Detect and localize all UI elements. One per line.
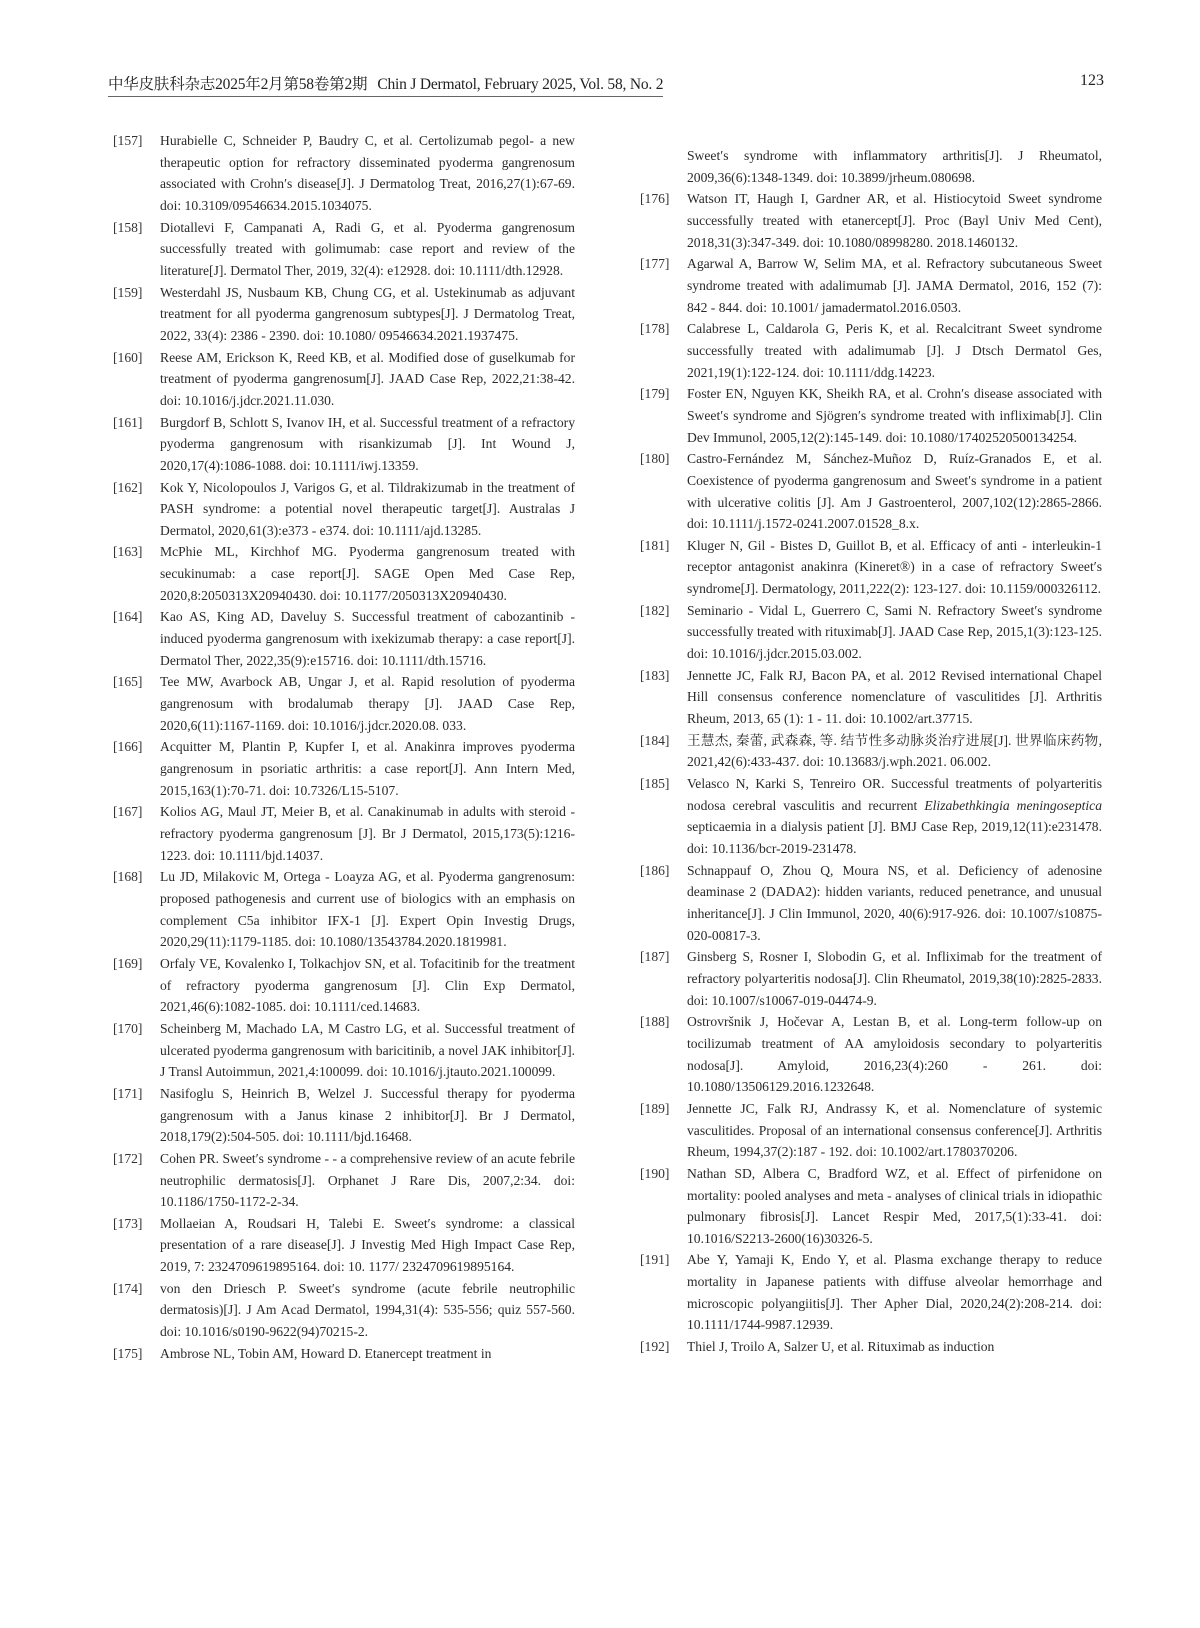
reference-text: Kolios AG, Maul JT, Meier B, et al. Canakinumab in adults with steroid - refractory pyoderma gangrenosum [J]. Br J Dermatol, 2015,173(5):1216-1223. doi: 10.1111/bjd.14037. (160, 804, 575, 863)
reference-text: Orfaly VE, Kovalenko I, Tolkachjov SN, et al. Tofacitinib for the treatment of refractory pyoderma gangrenosum [J]. Clin Exp Dermatol, 2021,46(6):1082-1085. doi: 10.1111/ced.14683. (160, 955, 575, 1015)
reference-number: [180] (640, 451, 670, 467)
reference-number: [159] (113, 284, 143, 300)
reference-item (113, 282, 575, 347)
journal-citation-line (108, 72, 663, 97)
reference-number: [181] (640, 537, 670, 553)
reference-text: Ambrose NL, Tobin AM, Howard D. Etanercept treatment in (160, 1345, 492, 1361)
reference-list-left-column (113, 130, 575, 1364)
reference-number: [179] (640, 386, 670, 402)
reference-number: [169] (113, 955, 143, 971)
reference-number: [177] (640, 256, 670, 272)
reference-number: [171] (113, 1085, 143, 1101)
reference-item (113, 1343, 575, 1365)
reference-item (113, 1213, 575, 1278)
reference-number: [192] (640, 1339, 670, 1355)
reference-text: Lu JD, Milakovic M, Ortega - Loayza AG, et al. Pyoderma gangrenosum: proposed pathogenesis and current use of biologics with an emphasis on complement C5a inhibitor IFX-1 [J]. Expert Opin Investig Drugs, 2020,29(11):1179-1185. doi: 10.1080/13543784.2020.1819981. (160, 869, 575, 950)
reference-item (113, 217, 575, 282)
reference-number: [163] (113, 544, 143, 560)
reference-text: Hurabielle C, Schneider P, Baudry C, et al. Certolizumab pegol- a new therapeutic option for refractory disseminated pyoderma gangrenosum associated with Crohn′s disease[J]. J Dermatolog Treat, 2016,27(1):67-69. doi: 10.3109/09546634.2015.1034075. (160, 133, 575, 213)
reference-number: [170] (113, 1020, 143, 1036)
reference-text: Reese AM, Erickson K, Reed KB, et al. Modified dose of guselkumab for treatment of pyoderma gangrenosum[J]. JAAD Case Rep, 2022,21:38-42. doi: 10.1016/j.jdcr.2021.11.030. (160, 349, 575, 408)
reference-text: Sweet′s syndrome with inflammatory arthritis[J]. J Rheumatol, 2009,36(6):1348-1349. doi: 10.3899/jrheum.080698. (687, 148, 1102, 185)
reference-item (113, 1083, 575, 1148)
reference-item (640, 318, 1102, 383)
reference-text: Westerdahl JS, Nusbaum KB, Chung CG, et al. Ustekinumab as adjuvant treatment for all pyoderma gangrenosum subtypes[J]. J Dermatolog Treat, 2022, 33(4): 2386 - 2390. doi: 10.1080/ 09546634.2021.1937475. (160, 284, 575, 343)
reference-item (113, 736, 575, 801)
reference-text: Watson IT, Haugh I, Gardner AR, et al. Histiocytoid Sweet syndrome successfully treated with etanercept[J]. Proc (Bayl Univ Med Cent), 2018,31(3):347-349. doi: 10.1080/08998280. 2018.1460132. (687, 191, 1102, 250)
reference-number: [174] (113, 1280, 143, 1296)
reference-number: [161] (113, 414, 143, 430)
reference-text: Diotallevi F, Campanati A, Radi G, et al. Pyoderma gangrenosum successfully treated with golimumab: case report and review of the literature[J]. Dermatol Ther, 2019, 32(4): e12928. doi: 10.1111/dth.12928. (160, 219, 575, 278)
reference-number: [167] (113, 804, 143, 820)
reference-text: Abe Y, Yamaji K, Endo Y, et al. Plasma exchange therapy to reduce mortality in Japanese patients with diffuse alveolar hemorrhage and microscopic polyangiitis[J]. Ther Apher Dial, 2020,24(2):208-214. doi: 10.1111/1744-9987.12939. (687, 1252, 1102, 1333)
reference-number: [175] (113, 1345, 143, 1361)
reference-text: Agarwal A, Barrow W, Selim MA, et al. Refractory subcutaneous Sweet syndrome treated with adalimumab [J]. JAMA Dermatol, 2016, 152 (7): 842 - 844. doi: 10.1001/ jamadermatol.2016.0503. (687, 256, 1102, 315)
running-header (108, 72, 1104, 100)
reference-text: Nasifoglu S, Heinrich B, Welzel J. Successful therapy for pyoderma gangrenosum with a Janus kinase 2 inhibitor[J]. Br J Dermatol, 2018,179(2):504-505. doi: 10.1111/bjd.16468. (160, 1085, 575, 1145)
reference-number: [184] (640, 732, 670, 748)
reference-item (640, 665, 1102, 730)
reference-number: [189] (640, 1100, 670, 1116)
reference-text: Kluger N, Gil - Bistes D, Guillot B, et al. Efficacy of anti - interleukin-1 receptor antagonist anakinra (Kineret®) in a case of refractory Sweet′s syndrome[J]. Dermatology, 2011,222(2): 123-127. doi: 10.1159/000326112. (687, 537, 1102, 597)
reference-item (113, 477, 575, 542)
reference-item (640, 730, 1102, 773)
reference-number: [158] (113, 219, 143, 235)
reference-text: McPhie ML, Kirchhof MG. Pyoderma gangrenosum treated with secukinumab: a case report[J]. SAGE Open Med Case Rep, 2020,8:2050313X20940430. doi: 10.1177/2050313X20940430. (160, 544, 575, 603)
reference-item (113, 671, 575, 736)
reference-item (113, 953, 575, 1018)
reference-text: Seminario - Vidal L, Guerrero C, Sami N. Refractory Sweet′s syndrome successfully treated with rituximab[J]. JAAD Case Rep, 2015,1(3):123-125. doi: 10.1016/j.jdcr.2015.03.002. (687, 602, 1102, 662)
reference-item (640, 860, 1102, 947)
reference-item (640, 600, 1102, 665)
reference-text: Mollaeian A, Roudsari H, Talebi E. Sweet′s syndrome: a classical presentation of a rare disease[J]. J Investig Med High Impact Case Rep, 2019, 7: 2324709619895164. doi: 10. 1177/ 2324709619895164. (160, 1215, 575, 1275)
reference-number: [160] (113, 349, 143, 365)
reference-number: [182] (640, 602, 670, 618)
reference-number: [187] (640, 949, 670, 965)
reference-text: Tee MW, Avarbock AB, Ungar J, et al. Rapid resolution of pyoderma gangrenosum with brodalumab therapy [J]. JAAD Case Rep, 2020,6(11):1167-1169. doi: 10.1016/j.jdcr.2020.08. 033. (160, 674, 575, 733)
reference-text: Nathan SD, Albera C, Bradford WZ, et al. Effect of pirfenidone on mortality: pooled analyses and meta - analyses of clinical trials in idiopathic pulmonary fibrosis[J]. Lancet Respir Med, 2017,5(1):33-41. doi: 10.1016/S2213-2600(16)30326-5. (687, 1165, 1102, 1246)
reference-text: Kok Y, Nicolopoulos J, Varigos G, et al. Tildrakizumab in the treatment of PASH syndrome: a potential novel therapeutic target[J]. Australas J Dermatol, 2020,61(3):e373 - e374. doi: 10.1111/ajd.13285. (160, 479, 575, 538)
page-number: 123 (1080, 72, 1104, 89)
reference-text: Cohen PR. Sweet′s syndrome - - a comprehensive review of an acute febrile neutrophilic dermatosis[J]. Orphanet J Rare Dis, 2007,2:34. doi: 10.1186/1750-1172-2-34. (160, 1150, 575, 1210)
reference-item (113, 1278, 575, 1343)
journal-title-chinese: 中华皮肤科杂志2025年2月第58卷第2期 (108, 76, 368, 93)
reference-text: Schnappauf O, Zhou Q, Moura NS, et al. Deficiency of adenosine deaminase 2 (DADA2): hidden variants, reduced penetrance, and unusual inheritance[J]. J Clin Immunol, 2020, 40(6):917-926. doi: 10.1007/s10875-020-00817-3. (687, 862, 1102, 943)
reference-item (640, 448, 1102, 535)
reference-number: [173] (113, 1215, 143, 1231)
reference-number: [191] (640, 1252, 670, 1268)
species-name-italic: Elizabethkingia meningoseptica (924, 797, 1102, 813)
reference-number: [165] (113, 674, 143, 690)
reference-text: Castro-Fernández M, Sánchez-Muñoz D, Ruíz-Granados E, et al. Coexistence of pyoderma gangrenosum and Sweet′s syndrome in a patient with ulcerative colitis [J]. Am J Gastroenterol, 2007,102(12):2865-2866. doi: 10.1111/j.1572-0241.2007.01528_8.x. (687, 451, 1102, 532)
reference-number: [166] (113, 739, 143, 755)
reference-item (640, 946, 1102, 1011)
reference-number: [183] (640, 667, 670, 683)
reference-number: [185] (640, 776, 670, 792)
reference-item (640, 1336, 1102, 1358)
reference-text: Ginsberg S, Rosner I, Slobodin G, et al. Infliximab for the treatment of refractory polyarteritis nodosa[J]. Clin Rheumatol, 2019,38(10):2825-2833. doi: 10.1007/s10067-019-04474-9. (687, 949, 1102, 1008)
reference-number: [168] (113, 869, 143, 885)
reference-number: [164] (113, 609, 143, 625)
reference-text: Calabrese L, Caldarola G, Peris K, et al. Recalcitrant Sweet syndrome successfully treated with adalimumab [J]. J Dtsch Dermatol Ges, 2021,19(1):122-124. doi: 10.1111/ddg.14223. (687, 321, 1102, 380)
reference-text: Foster EN, Nguyen KK, Sheikh RA, et al. Crohn′s disease associated with Sweet′s syndrome and Sjögren′s syndrome treated with infliximab[J]. Clin Dev Immunol, 2005,12(2):145-149. doi: 10.1080/17402520500134254. (687, 386, 1102, 445)
reference-text: Ostrovršnik J, Hočevar A, Lestan B, et al. Long-term follow-up on tocilizumab treatment of AA amyloidosis secondary to polyarteritis nodosa[J]. Amyloid, 2016,23(4):260 - 261. doi: 10.1080/13506129.2016.1232648. (687, 1014, 1102, 1095)
reference-number: [190] (640, 1165, 670, 1181)
reference-number: [186] (640, 862, 670, 878)
reference-list-right-column (640, 145, 1102, 1358)
journal-title-english: Chin J Dermatol, February 2025, Vol. 58, No. 2 (377, 76, 664, 93)
reference-text: Kao AS, King AD, Daveluy S. Successful treatment of cabozantinib - induced pyoderma gangrenosum with ixekizumab therapy: a case report[J]. Dermatol Ther, 2022,35(9):e15716. doi: 10.1111/dth.15716. (160, 609, 575, 668)
reference-text: 王慧杰, 秦蕾, 武森森, 等. 结节性多动脉炎治疗进展[J]. 世界临床药物, 2021,42(6):433-437. doi: 10.13683/j.wph.2021. 06.002. (687, 732, 1102, 770)
reference-item (640, 188, 1102, 253)
reference-text: von den Driesch P. Sweet′s syndrome (acute febrile neutrophilic dermatosis)[J]. J Am Acad Dermatol, 1994,31(4): 535-556; quiz 557-560. doi: 10.1016/s0190-9622(94)70215-2. (160, 1280, 575, 1340)
reference-text: Acquitter M, Plantin P, Kupfer I, et al. Anakinra improves pyoderma gangrenosum in psoriatic arthritis: a case report[J]. Ann Intern Med, 2015,163(1):70-71. doi: 10.7326/L15-5107. (160, 739, 575, 798)
reference-item (113, 801, 575, 866)
reference-text-part: Velasco N, Karki S, Tenreiro OR. Successful treatments of polyarteritis nodosa cerebral vasculitis and recurrent (687, 776, 1102, 813)
reference-text: Thiel J, Troilo A, Salzer U, et al. Rituximab as induction (687, 1339, 995, 1355)
reference-item (113, 412, 575, 477)
reference-item (113, 606, 575, 671)
reference-text-part: septicaemia in a dialysis patient [J]. BMJ Case Rep, 2019,12(11):e231478. doi: 10.1136/bcr-2019-231478. (687, 819, 1102, 856)
reference-item (640, 1011, 1102, 1098)
reference-item (640, 535, 1102, 600)
reference-text: Jennette JC, Falk RJ, Andrassy K, et al. Nomenclature of systemic vasculitides. Proposal of an international consensus conference[J]. Arthritis Rheum, 1994,37(2):187 - 192. doi: 10.1002/art.1780370206. (687, 1100, 1102, 1160)
reference-item (113, 347, 575, 412)
reference-item (640, 1098, 1102, 1163)
reference-item (113, 541, 575, 606)
reference-item (640, 1249, 1102, 1336)
reference-text: Scheinberg M, Machado LA, M Castro LG, et al. Successful treatment of ulcerated pyoderma gangrenosum with baricitinib, a novel JAK inhibitor[J]. J Transl Autoimmun, 2021,4:100099. doi: 10.1016/j.jtauto.2021.100099. (160, 1020, 575, 1080)
reference-text: Burgdorf B, Schlott S, Ivanov IH, et al. Successful treatment of a refractory pyoderma gangrenosum with risankizumab [J]. Int Wound J, 2020,17(4):1086-1088. doi: 10.1111/iwj.13359. (160, 414, 575, 473)
reference-item (113, 866, 575, 953)
reference-number: [162] (113, 479, 143, 495)
reference-item (640, 253, 1102, 318)
reference-item (640, 773, 1102, 860)
reference-number: [176] (640, 191, 670, 207)
reference-number: [157] (113, 133, 143, 148)
reference-number: [172] (113, 1150, 143, 1166)
reference-number: [188] (640, 1014, 670, 1030)
reference-text: Jennette JC, Falk RJ, Bacon PA, et al. 2012 Revised international Chapel Hill consensus conference nomenclature of vasculitides [J]. Arthritis Rheum, 2013, 65 (1): 1 - 11. doi: 10.1002/art.37715. (687, 667, 1102, 727)
reference-item (113, 1018, 575, 1083)
reference-item (640, 383, 1102, 448)
reference-continuation (640, 145, 1102, 188)
reference-item (640, 1163, 1102, 1250)
reference-item (113, 130, 575, 217)
reference-text (687, 773, 1102, 860)
reference-item (113, 1148, 575, 1213)
reference-number: [178] (640, 321, 670, 337)
